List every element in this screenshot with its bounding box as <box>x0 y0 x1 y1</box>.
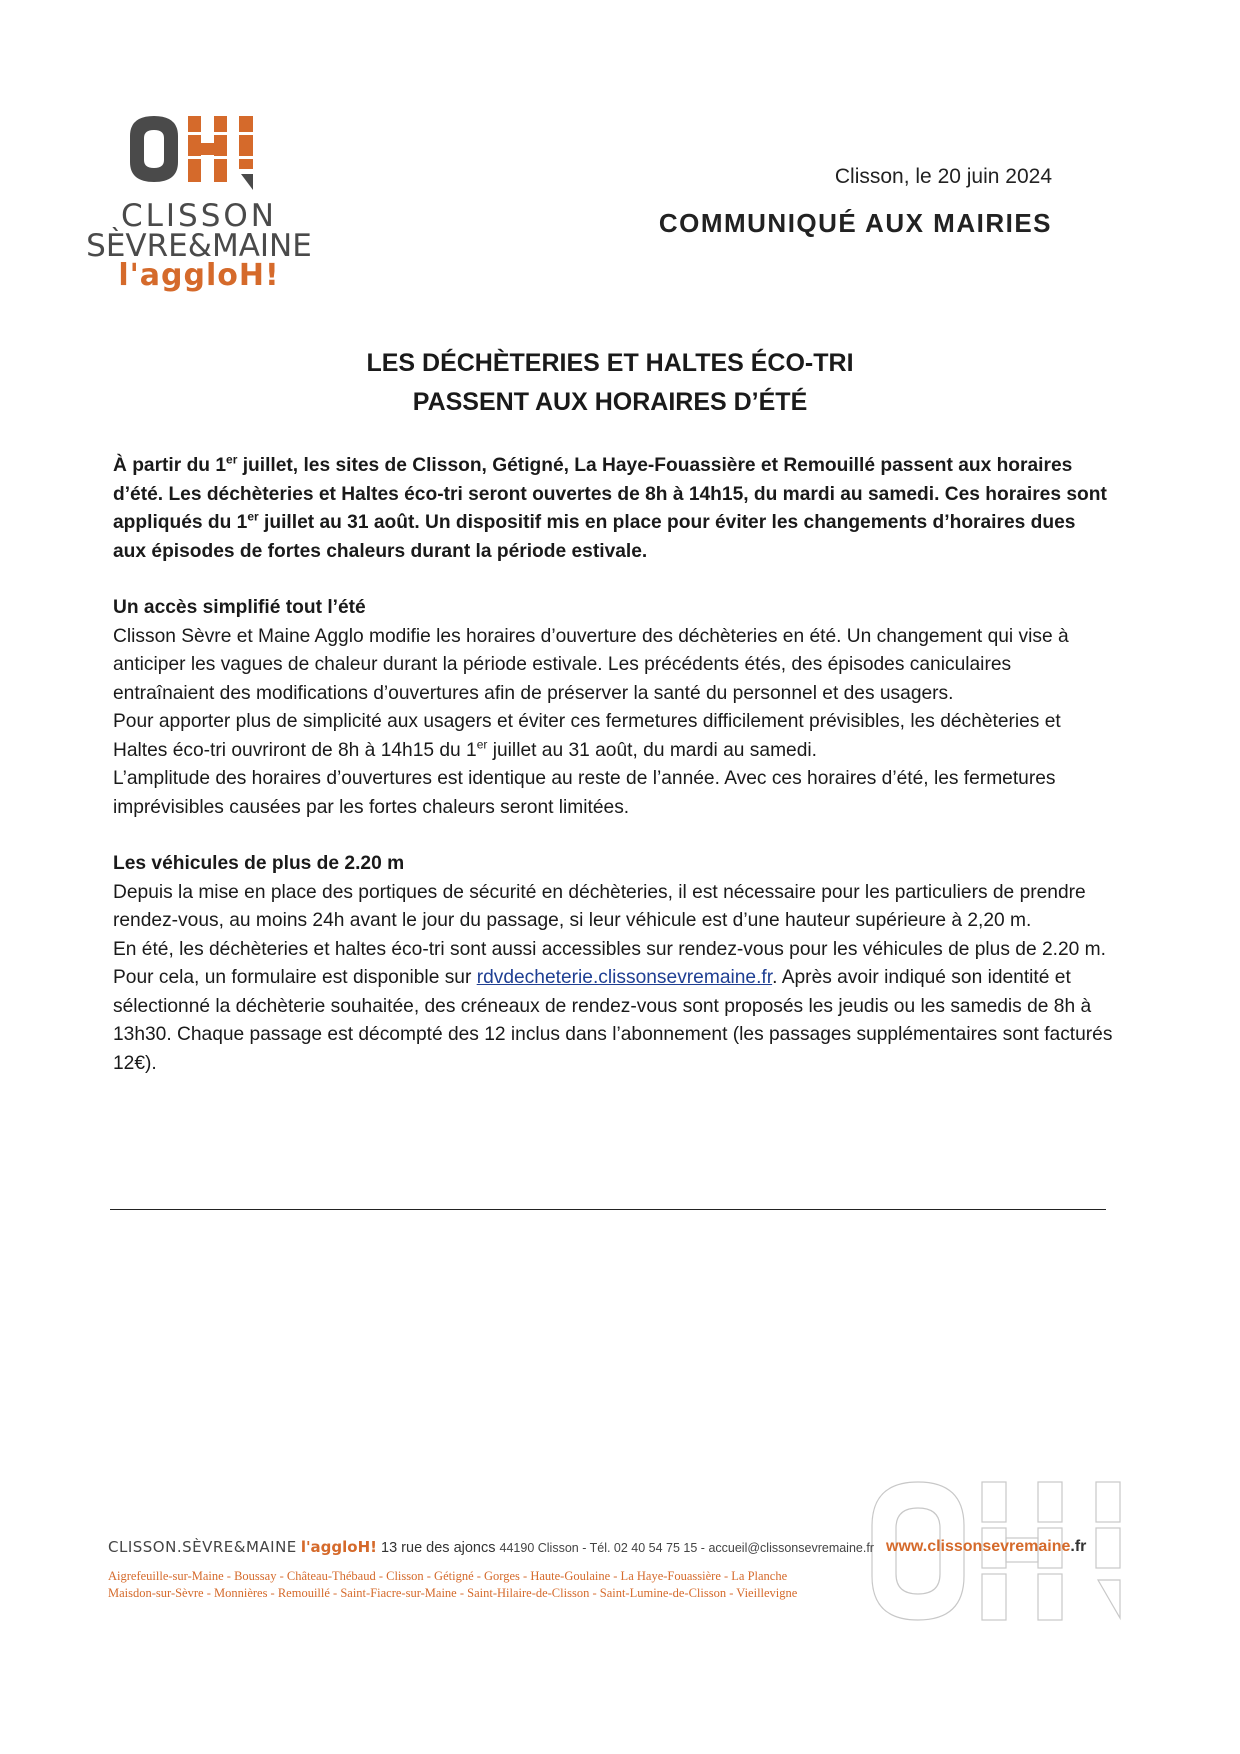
section2-p2-text-1: En été, les déchèteries et haltes éco-tri sont aussi accessibles sur rendez-vous pour les véhicules de plus de 2.20 m. Pour cela, un formulaire est disponible sur <box>113 938 1106 988</box>
agglo-logo <box>84 112 314 302</box>
section2-paragraph-1: Depuis la mise en place des portiques de sécurité en déchèteries, il est nécessaire pour les particuliers de prendre rendez-vous, au moins 24h avant le jour du passage, si leur véhicule est d’une hauteur supérieure à 2,20 m. <box>113 881 1086 931</box>
section-heading-vehicules: Les véhicules de plus de 2.20 m <box>113 853 405 874</box>
intro-text-3: juillet au 31 août. Un dispositif mis en place pour éviter les changements d’horaires dues aux épisodes de fortes chaleurs durant la période estivale. <box>113 512 1076 562</box>
footer-website-link[interactable] <box>886 1538 1086 1556</box>
oh-logo-mark-icon <box>124 112 274 194</box>
section1-p2-sup: er <box>476 737 488 752</box>
logo-text-sevre-maine: SÈVRE&MAINE <box>86 228 312 264</box>
footer-towns-line-1: Aigrefeuille-sur-Maine - Boussay - Château-Thébaud - Clisson - Gétigné - Gorges - Haute-Goulaine - La Haye-Fouassière - La Planche <box>108 1569 788 1583</box>
section2-p2-text-2: . Après avoir indiqué son identité et sélectionné la déchèterie souhaitée, des créneaux de rendez-vous sont proposés les jeudis ou les samedis de 8h à 13h30. Chaque passage est décompté des 12 inclus dans l’abonnement (les passages supplémentaires sont facturés 12€). <box>113 967 1113 1074</box>
section1-paragraph-2 <box>113 708 1113 765</box>
footer-brand-agglo: l'aggloH! <box>300 1538 377 1556</box>
main-title-line-2: PASSENT AUX HORAIRES D’ÉTÉ <box>412 388 808 416</box>
horizontal-divider <box>110 1209 1106 1210</box>
footer-address <box>108 1538 874 1556</box>
date-line: Clisson, le 20 juin 2024 <box>834 165 1052 188</box>
intro-text-2: juillet, les sites de Clisson, Gétigné, La Haye-Fouassière et Remouillé passent aux horaires d’été. Les déchèteries et Haltes éco-tri seront ouvertes de 8h à 14h15, du mardi au samedi. Ces horaires sont appliqués du 1 <box>113 455 1107 533</box>
logo-text-clisson: CLISSON <box>120 198 277 234</box>
footer-member-towns <box>108 1568 868 1602</box>
section-heading-acces: Un accès simplifié tout l’été <box>113 597 366 618</box>
main-title-line-1: LES DÉCHÈTERIES ET HALTES ÉCO-TRI <box>366 349 854 377</box>
section1-p2-text-1: Pour apporter plus de simplicité aux usagers et éviter ces fermetures difficilement prévisibles, les déchèteries et Haltes éco-tri ouvriront de 8h à 14h15 du 1 <box>113 711 1061 761</box>
intro-sup-2: er <box>247 509 259 524</box>
document-body <box>113 452 1113 1078</box>
section1-paragraph-3: L’amplitude des horaires d’ouvertures est identique au reste de l’année. Avec ces horaires d’été, les fermetures imprévisibles causées par les fortes chaleurs seront limitées. <box>113 768 1056 818</box>
section1-paragraph-1: Clisson Sèvre et Maine Agglo modifie les horaires d’ouverture des déchèteries en été. Un changement qui vise à anticiper les vagues de chaleur durant la période estivale. Les précédents étés, des épisodes caniculaires entraînaient des modifications d’ouvertures afin de préserver la santé du personnel et des usagers. <box>113 625 1069 704</box>
footer-brand: CLISSON.SÈVRE&MAINE <box>108 1538 297 1556</box>
footer-website-tld: .fr <box>1070 1538 1087 1555</box>
main-title <box>0 344 1220 422</box>
footer-website-main: www.clissonsevremaine <box>886 1538 1071 1555</box>
rdv-decheterie-link[interactable]: rdvdecheterie.clissonsevremaine.fr <box>476 967 773 988</box>
footer-street: 13 rue des ajoncs <box>376 1540 500 1556</box>
footer-towns-line-2: Maisdon-sur-Sèvre - Monnières - Remouillé - Saint-Fiacre-sur-Maine - Saint-Hilaire-de-Clisson - Saint-Lumine-de-Clisson - Vieillevigne <box>108 1586 798 1600</box>
intro-text-1: À partir du 1 <box>113 455 227 476</box>
section1-p2-text-2: juillet au 31 août, du mardi au samedi. <box>487 739 817 761</box>
logo-text-agglo: l'aggloH! <box>118 258 280 293</box>
intro-paragraph <box>113 452 1113 566</box>
section2-paragraph-2 <box>113 936 1113 1079</box>
communique-title: COMMUNIQUÉ AUX MAIRIES <box>658 208 1052 238</box>
footer-contact: 44190 Clisson - Tél. 02 40 54 75 15 - accueil@clissonsevremaine.fr <box>499 1541 874 1555</box>
intro-sup-1: er <box>226 452 238 467</box>
